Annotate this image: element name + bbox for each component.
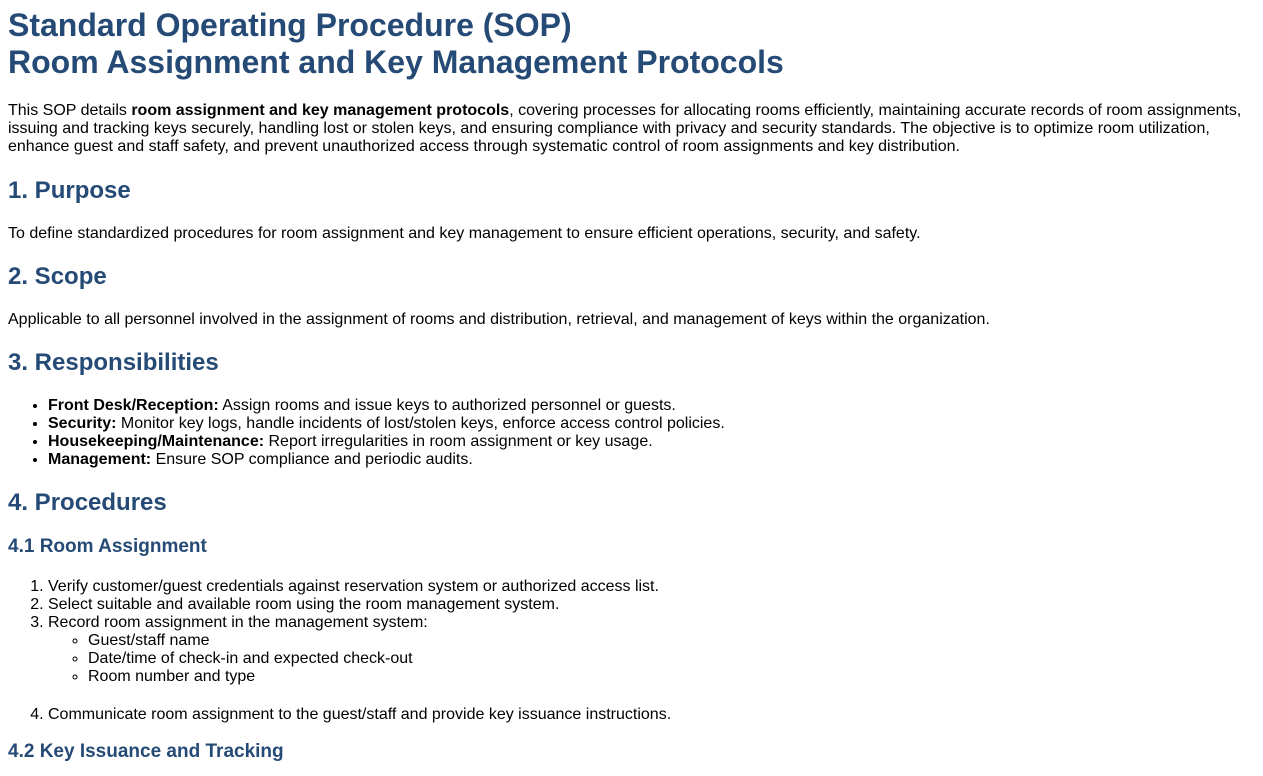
key-issuance-heading: 4.2 Key Issuance and Tracking [8,741,284,762]
room-assignment-steps [8,578,671,724]
list-item [48,415,725,433]
responsibilities-heading: 3. Responsibilities [8,349,219,376]
list-item: ◦ Date/time of check-in and expected check-out [88,650,671,668]
list-item: 2. Select suitable and available room using the room management system. [48,596,671,614]
intro-paragraph [8,102,1255,156]
scope-text: Applicable to all personnel involved in the assignment of rooms and distribution, retrieval, and management of keys within the organization. [8,311,990,328]
record-fields-list [48,632,671,686]
responsibilities-list [8,397,725,469]
step-text: Record room assignment in the management system: [48,614,428,631]
role-label: Security: [48,415,117,432]
list-item: 1. Verify customer/guest credentials against reservation system or authorized access list. [48,578,671,596]
role-label: Front Desk/Reception: [48,397,219,414]
list-item: ◦ Guest/staff name [88,632,671,650]
role-description: Ensure SOP compliance and periodic audits. [151,451,473,468]
document-title [8,0,1255,81]
purpose-text: To define standardized procedures for room assignment and key management to ensure efficient operations, security, and safety. [8,225,921,242]
room-assignment-heading: 4.1 Room Assignment [8,536,207,557]
intro-bold: room assignment and key management protocols [131,102,510,119]
list-item: 4. Communicate room assignment to the guest/staff and provide key issuance instructions. [48,706,671,724]
list-item: ◦ Room number and type [88,668,671,686]
purpose-heading: 1. Purpose [8,177,131,204]
role-description: Report irregularities in room assignment or key usage. [264,433,653,450]
title-line-2: Room Assignment and Key Management Protocols [8,44,784,80]
list-item [48,433,725,451]
role-description: Monitor key logs, handle incidents of lost/stolen keys, enforce access control policies. [116,415,725,432]
scope-heading: 2. Scope [8,263,107,290]
procedures-heading: 4. Procedures [8,489,167,516]
list-item [48,614,671,686]
role-description: Assign rooms and issue keys to authorized personnel or guests. [218,397,676,414]
role-label: Management: [48,451,152,468]
intro-suffix: , covering processes for allocating rooms efficiently, maintaining accurate records of room assignments, issuing and tracking keys securely, handling lost or stolen keys, and ensuring compliance with privacy and security standards. The objective is to optimize room utilization, enhance guest and staff safety, and prevent unauthorized access through systematic control of room assignments and key distribution. [8,102,1242,155]
list-item [48,397,725,415]
title-line-1: Standard Operating Procedure (SOP) [8,7,572,43]
intro-prefix: This SOP details [8,102,132,119]
role-label: Housekeeping/Maintenance: [48,433,265,450]
list-item [48,451,725,469]
